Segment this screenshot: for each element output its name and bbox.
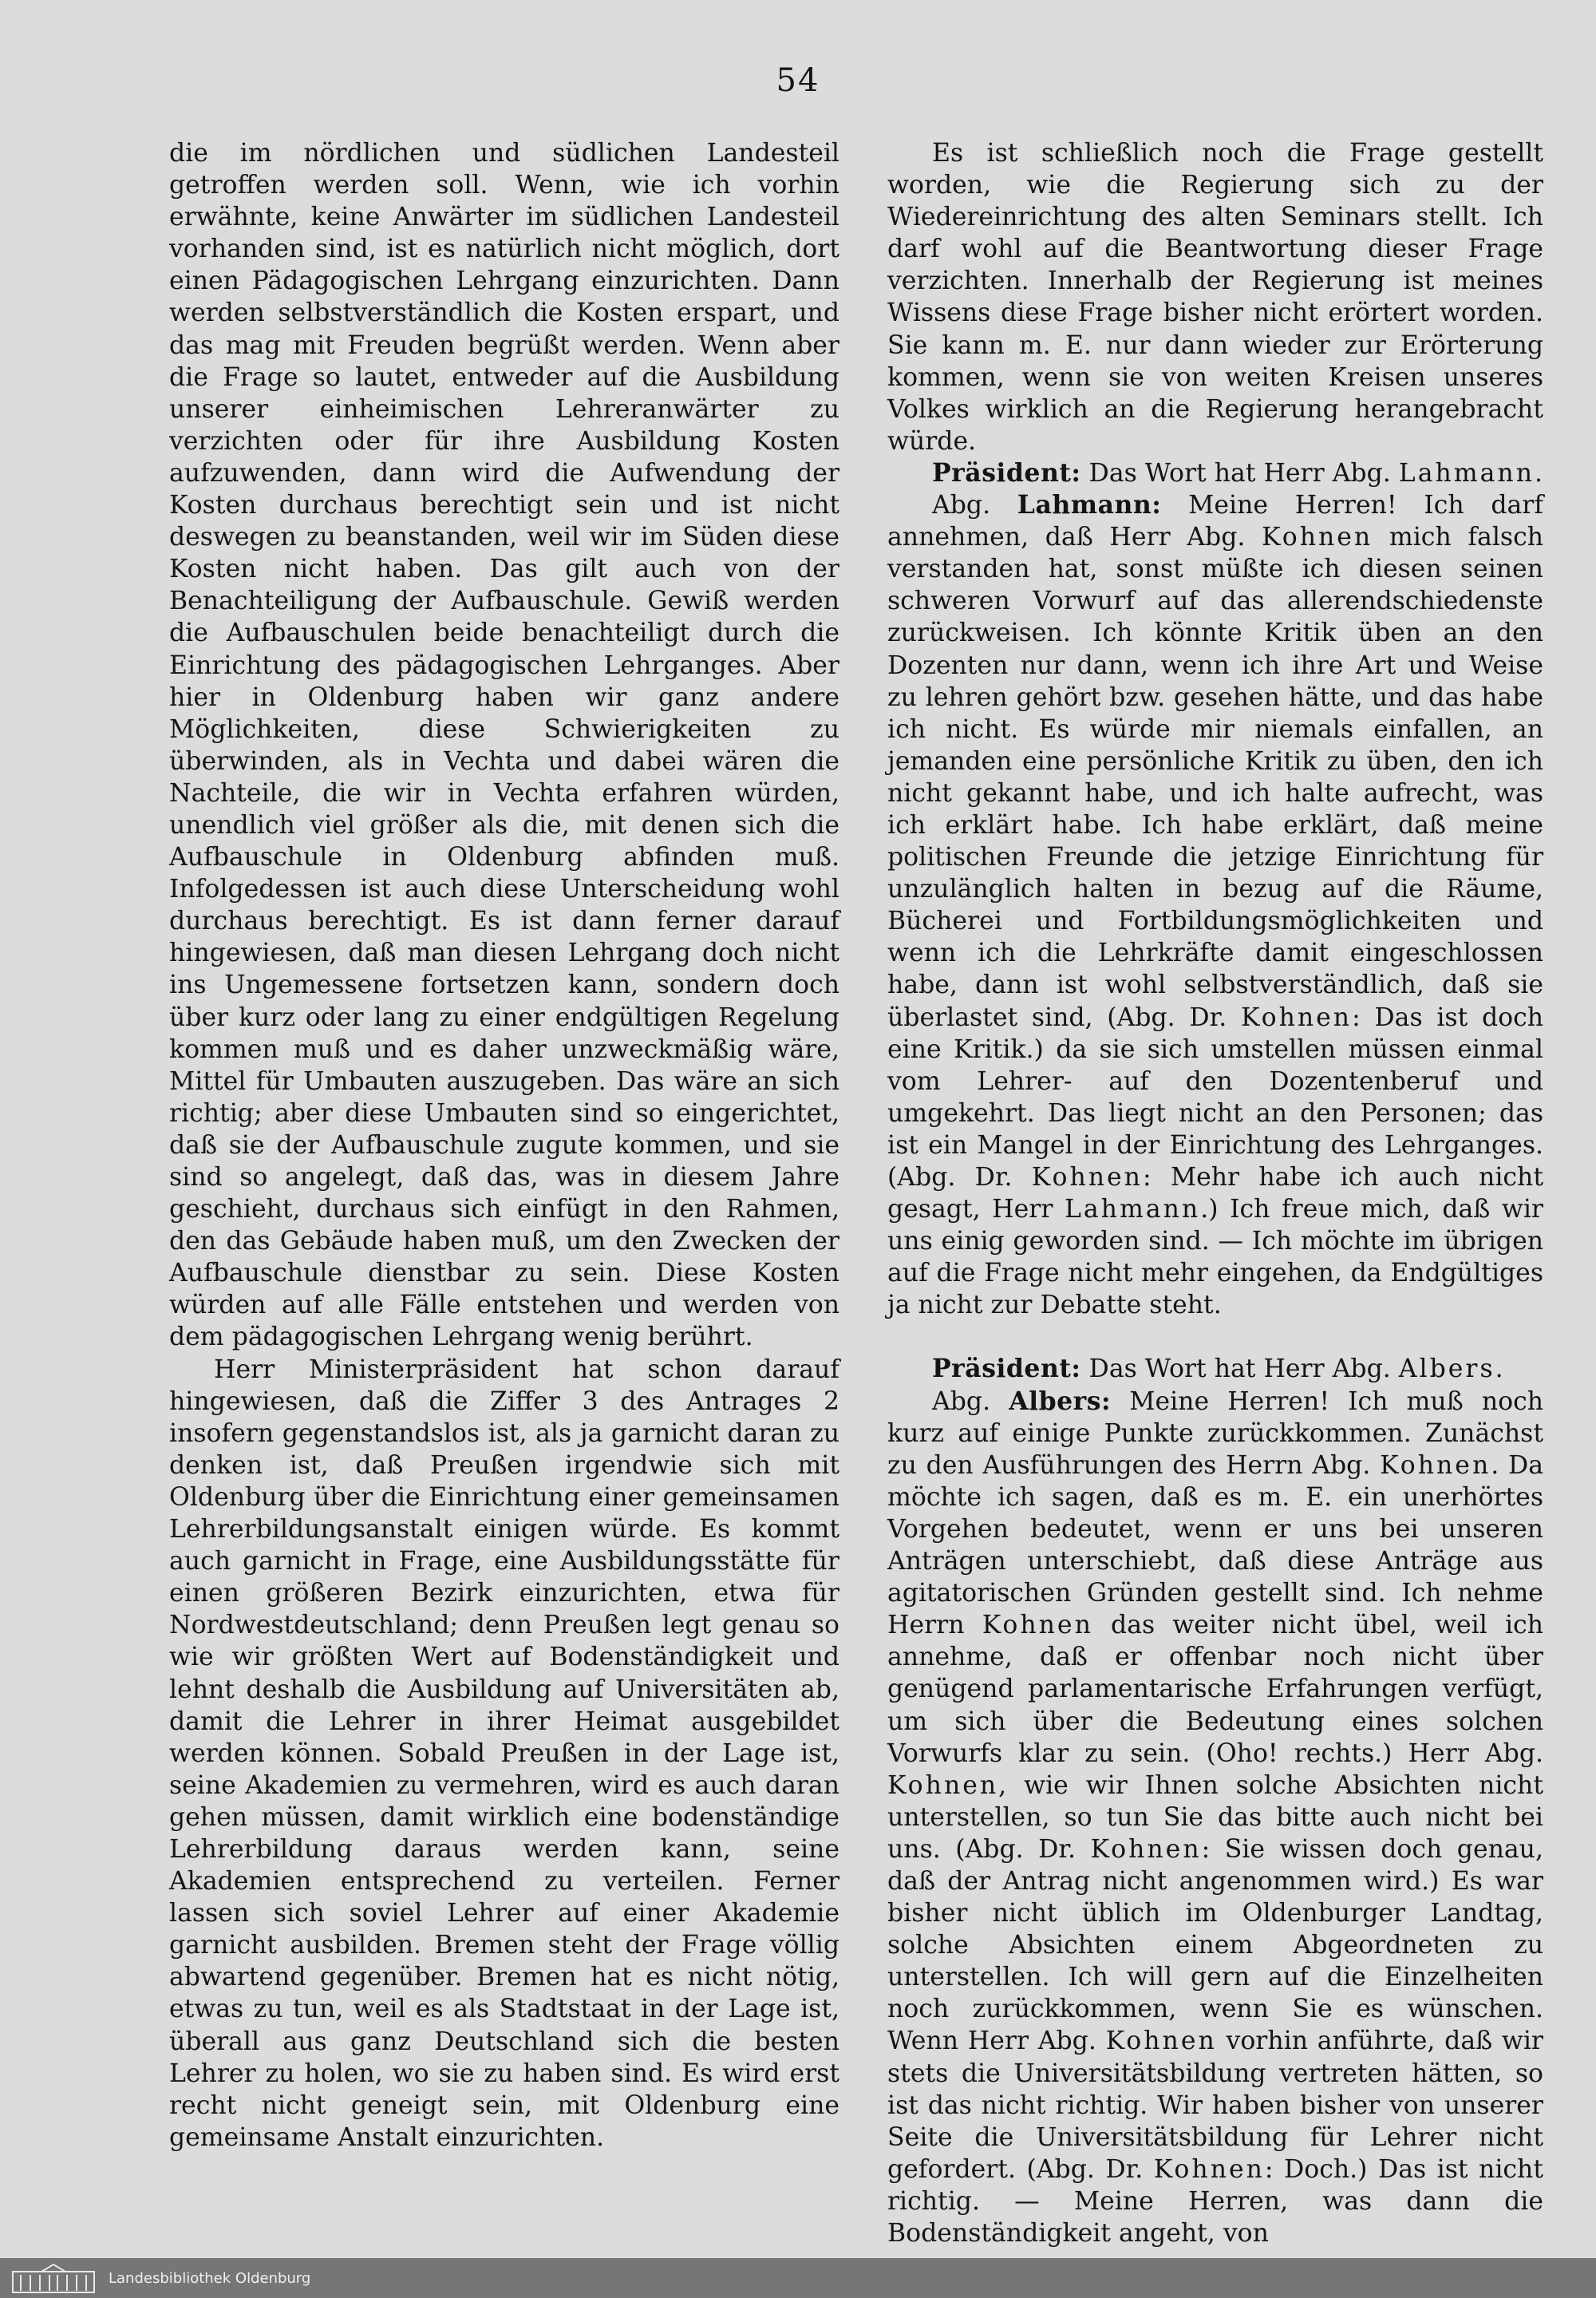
speaker-label: Präsident: — [932, 457, 1081, 488]
person-name: Kohnen — [1153, 2154, 1265, 2184]
speaker-label: Lahmann: — [1017, 490, 1162, 520]
left-column — [169, 137, 839, 2154]
page-number: 54 — [776, 62, 820, 99]
person-name: Kohnen — [1262, 523, 1373, 552]
text-run: Meine Herren! Ich darf annehmen, daß Herr Abg. — [887, 491, 1543, 552]
right-paragraph-5 — [887, 1386, 1543, 2250]
person-name: Kohnen — [1090, 1834, 1202, 1864]
text-run: : Das ist doch eine Kritik.) da sie sich umstellen müssen einmal vom Lehrer- auf den Dozentenberuf und umgekehrt. Das liegt nicht an den Personen; das ist ein Mangel in der Einrichtung des Lehrganges. (Abg. Dr. — [887, 1003, 1543, 1192]
text-run: . — [1495, 1355, 1503, 1384]
text-run: : Sie wissen doch genau, daß der Antrag nicht angenommen wird.) Es war bisher nicht üblich im Oldenburger Landtag, solche Absichten einem Abgeordneten zu unterstellen. Ich will gern auf die Einzelheiten noch zurückkommen, wenn Sie es wünschen. Wenn Herr Abg. — [887, 1834, 1543, 2056]
person-name: Lahmann — [1064, 1195, 1201, 1224]
right-paragraph-3 — [887, 489, 1543, 1321]
text-run: : Doch.) Das ist nicht richtig. — Meine Herren, was dann die Bodenständigkeit angeht, von — [887, 2154, 1543, 2248]
text-run: mich falsch verstanden hat, sonst müßte ich diesen seinen schweren Vorwurf auf das allerendschiedenste zurückweisen. Ich könnte Kritik üben an den Dozenten nur dann, wenn ich ihre Art und Weise zu lehren gehört bzw. gesehen hätte, und das habe ich nicht. Es würde mir niemals einfallen, an jemanden eine persönliche Kritik zu üben, den ich nicht gekannt habe, und ich halte aufrecht, was ich erklärt habe. Ich habe erklärt, daß meine politischen Freunde die jetzige Einrichtung für unzulänglich halten in bezug auf die Räume, Bücherei und Fortbildungsmöglichkeiten und wenn ich die Lehrkräfte damit eingeschlossen habe, dann ist wohl selbstverständlich, daß sie überlastet sind, (Abg. Dr. — [887, 523, 1544, 1032]
right-paragraph-4 — [887, 1353, 1543, 1385]
text-run: Abg. — [932, 491, 1017, 520]
person-name: Kohnen — [1031, 1163, 1143, 1192]
person-name: Kohnen — [1105, 2027, 1217, 2056]
text-run: vorhin anführte, daß wir stets die Universitätsbildung vertreten hätten, so ist das nicht richtig. Wir haben bisher von unserer Seite die Universitätsbildung für Lehrer nicht gefordert. (Abg. Dr. — [887, 2027, 1543, 2184]
library-building-icon — [10, 2260, 97, 2296]
person-name: Kohnen — [887, 1770, 999, 1800]
text-run: Abg. — [932, 1386, 1009, 1416]
text-run: Das Wort hat Herr Abg. — [1080, 458, 1399, 488]
library-footer — [0, 2258, 1596, 2298]
text-run: .) Ich freue mich, daß wir uns einig geworden sind. — Ich möchte im übrigen auf die Frage nicht mehr eingehen, da Endgültiges ja nicht zur Debatte steht. — [887, 1195, 1543, 1320]
text-run: das weiter nicht übel, weil ich annehme, daß er offenbar noch nicht über genügend parlamentarische Erfahrungen verfügt, um sich über die Bedeutung eines solchen Vorwurfs klar zu sein. (Oho! rechts.) Herr Abg. — [887, 1611, 1543, 1768]
text-run: : Mehr habe ich auch nicht gesagt, Herr — [887, 1163, 1543, 1224]
right-paragraph-2 — [887, 457, 1543, 489]
person-name: Kohnen — [1240, 1003, 1353, 1032]
person-name: Kohnen — [982, 1611, 1093, 1640]
text-run: Das Wort hat Herr Abg. — [1080, 1355, 1399, 1384]
right-paragraph-1: Es ist schließlich noch die Frage gestellt worden, wie die Regierung sich zu der Wiedereinrichtung des alten Seminars stellt. Ich darf wohl auf die Beantwortung dieser Frage verzichten. Innerhalb der Regierung ist meines Wissens diese Frage bisher nicht erörtert worden. Sie kann m. E. nur dann wieder zur Erörterung kommen, wenn sie von weiten Kreisen unseres Volkes wirklich an die Regierung herangebracht würde. — [887, 139, 1543, 456]
person-name: Lahmann — [1398, 458, 1535, 488]
library-name: Landesbibliothek Oldenburg — [109, 2269, 311, 2287]
speaker-label: Albers: — [1009, 1386, 1112, 1416]
right-column — [887, 137, 1543, 2249]
speaker-label: Präsident: — [932, 1354, 1081, 1384]
person-name: Albers — [1398, 1355, 1495, 1384]
text-run: . Da möchte ich sagen, daß es m. E. ein unerhörtes Vorgehen bedeutet, wenn er uns bei unseren Anträgen unterschiebt, daß diese Anträge aus agitatorischen Gründen gestellt sind. Ich nehme Herrn — [887, 1450, 1544, 1640]
text-run: . — [1535, 458, 1543, 488]
person-name: Kohnen — [1380, 1450, 1491, 1480]
text-run: Meine Herren! Ich muß noch kurz auf einige Punkte zurückkommen. Zunächst zu den Ausführungen des Herrn Abg. — [887, 1386, 1544, 1480]
text-run: , wie wir Ihnen solche Absichten nicht unterstellen, so tun Sie das bitte auch nicht bei uns. (Abg. Dr. — [887, 1770, 1543, 1864]
left-paragraph-2: Herr Ministerpräsident hat schon darauf hingewiesen, daß die Ziffer 3 des Antrages 2 insofern gegenstandslos ist, als ja garnicht daran zu denken ist, daß Preußen irgendwie sich mit Oldenburg über die Einrichtung einer gemeinsamen Lehrerbildungsanstalt einigen würde. Es kommt auch garnicht in Frage, eine Ausbildungsstätte für einen größeren Bezirk einzurichten, etwa für Nordwestdeutschland; denn Preußen legt genau so wie wir größten Wert auf Bodenständigkeit und lehnt deshalb die Ausbildung auf Universitäten ab, damit die Lehrer in ihrer Heimat ausgebildet werden können. Sobald Preußen in der Lage ist, seine Akademien zu vermehren, wird es auch daran gehen müssen, damit wirklich eine bodenständige Lehrerbildung daraus werden kann, seine Akademien entsprechend zu verteilen. Ferner lassen sich soviel Lehrer auf einer Akademie garnicht ausbilden. Bremen steht der Frage völlig abwartend gegenüber. Bremen hat es nicht nötig, etwas zu tun, weil es als Stadtstaat in der Lage ist, überall aus ganz Deutschland sich die besten Lehrer zu holen, wo sie zu haben sind. Es wird erst recht nicht geneigt sein, mit Oldenburg eine gemeinsame Anstalt einzurichten. — [169, 1355, 839, 2152]
left-paragraph-1: die im nördlichen und südlichen Landesteil getroffen werden soll. Wenn, wie ich vorhin erwähnte, keine Anwärter im südlichen Landesteil vorhanden sind, ist es natürlich nicht möglich, dort einen Pädagogischen Lehrgang einzurichten. Dann werden selbstverständlich die Kosten erspart, und das mag mit Freuden begrüßt werden. Wenn aber die Frage so lautet, entweder auf die Ausbildung unserer einheimischen Lehreranwärter zu verzichten oder für ihre Ausbildung Kosten aufzuwenden, dann wird die Aufwendung der Kosten durchaus berechtigt sein und ist nicht deswegen zu beanstanden, weil wir im Süden diese Kosten nicht haben. Das gilt auch von der Benachteiligung der Aufbauschule. Gewiß werden die Aufbauschulen beide benachteiligt durch die Einrichtung des pädagogischen Lehrganges. Aber hier in Oldenburg haben wir ganz andere Möglichkeiten, diese Schwierigkeiten zu überwinden, als in Vechta und dabei wären die Nachteile, die wir in Vechta erfahren würden, unendlich viel größer als die, mit denen sich die Aufbauschule in Oldenburg abfinden muß. Infolgedessen ist auch diese Unterscheidung wohl durchaus berechtigt. Es ist dann ferner darauf hingewiesen, daß man diesen Lehrgang doch nicht ins Ungemessene fortsetzen kann, sondern doch über kurz oder lang zu einer endgültigen Regelung kommen muß und es daher unzweckmäßig wäre, Mittel für Umbauten auszugeben. Das wäre an sich richtig; aber diese Umbauten sind so eingerichtet, daß sie der Aufbauschule zugute kommen, und sie sind so angelegt, daß das, was in diesem Jahre geschieht, durchaus sich einfügt in den Rahmen, den das Gebäude haben muß, um den Zwecken der Aufbauschule dienstbar zu sein. Diese Kosten würden auf alle Fälle entstehen und werden von dem pädagogischen Lehrgang wenig berührt. — [169, 139, 839, 1352]
